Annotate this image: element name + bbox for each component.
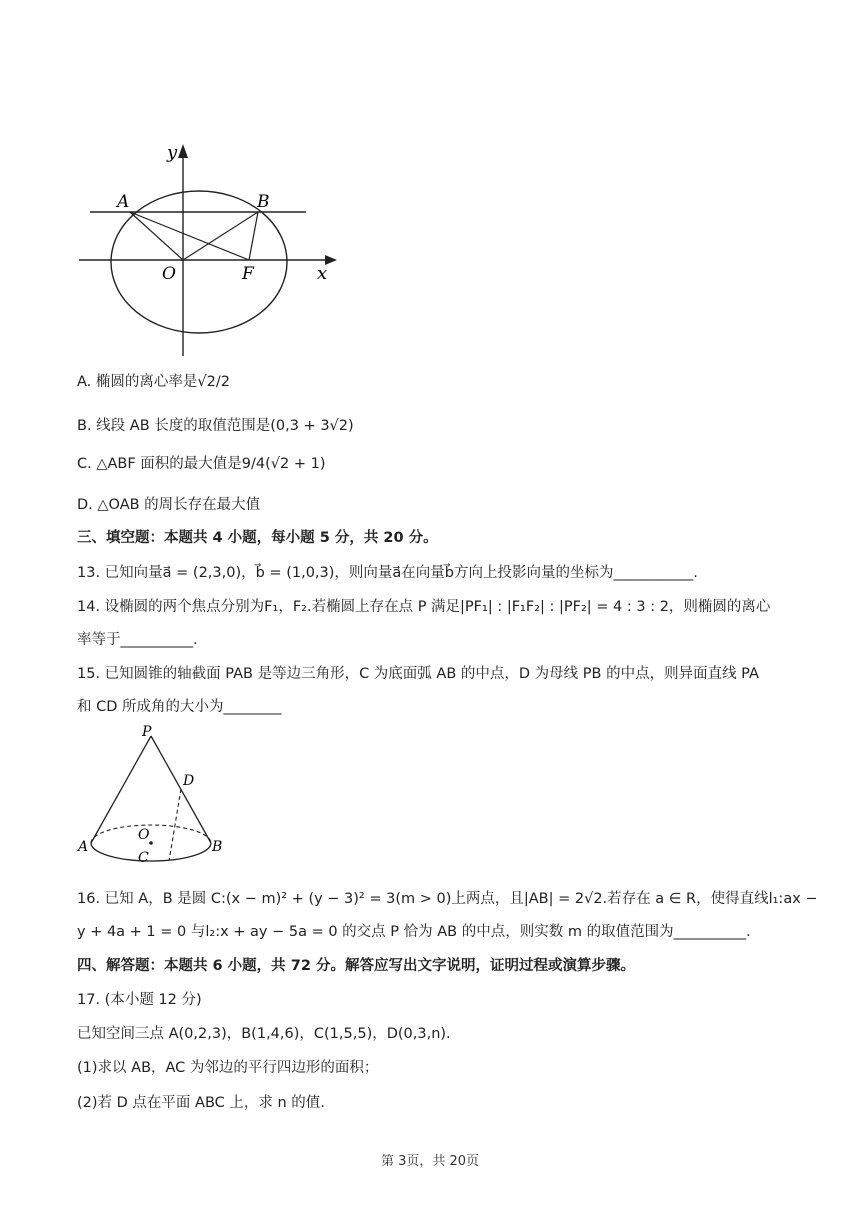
- option-d: D. △OAB 的周长存在最大值: [77, 497, 261, 513]
- question-14-line1: 14. 设椭圆的两个焦点分别为F₁，F₂.若椭圆上存在点 P 满足|PF₁| : |F₁F₂| : |PF₂| = 4 : 3 : 2，则椭圆的离心: [77, 599, 771, 615]
- label-f: F: [242, 264, 254, 284]
- label-o: O: [162, 264, 176, 284]
- ellipse-figure: [75, 138, 340, 360]
- cone-figure: [76, 722, 236, 862]
- question-15-line2: 和 CD 所成角的大小为________: [77, 699, 282, 715]
- option-a: A. 椭圆的离心率是√2/2: [77, 374, 230, 390]
- question-17-part2: (2)若 D 点在平面 ABC 上，求 n 的值.: [77, 1095, 325, 1111]
- label-a: A: [117, 192, 130, 212]
- option-c: C. △ABF 面积的最大值是9/4(√2 + 1): [77, 456, 326, 472]
- label-x: x: [317, 263, 328, 284]
- cone-label-c: C: [138, 850, 149, 862]
- label-y: y: [167, 142, 178, 163]
- question-17-stem: 已知空间三点 A(0,2,3)，B(1,4,6)，C(1,5,5)，D(0,3,n).: [77, 1026, 451, 1042]
- label-b: B: [257, 192, 270, 212]
- question-15-line1: 15. 已知圆锥的轴截面 PAB 是等边三角形，C 为底面弧 AB 的中点，D 为母线 PB 的中点，则异面直线 PA: [77, 666, 759, 682]
- cone-label-d: D: [183, 773, 195, 789]
- section-fill-in-heading: 三、填空题：本题共 4 小题，每小题 5 分，共 20 分。: [77, 530, 438, 546]
- question-17-title: 17. (本小题 12 分): [77, 992, 202, 1008]
- question-16-line1: 16. 已知 A，B 是圆 C:(x − m)² + (y − 3)² = 3(m > 0)上两点，且|AB| = 2√2.若存在 a ∈ R，使得直线l₁:ax −: [77, 891, 818, 907]
- cone-label-p: P: [142, 724, 152, 740]
- question-17-part1: (1)求以 AB，AC 为邻边的平行四边形的面积；: [77, 1060, 379, 1076]
- question-14-line2: 率等于__________.: [77, 632, 198, 648]
- cone-label-b: B: [212, 839, 223, 855]
- cone-label-a: A: [78, 839, 89, 855]
- option-b: B. 线段 AB 长度的取值范围是(0,3 + 3√2): [77, 418, 354, 434]
- section-answer-heading: 四、解答题：本题共 6 小题，共 72 分。解答应写出文字说明，证明过程或演算步骤。: [77, 958, 635, 974]
- page-footer: 第 3页，共 20页: [380, 1154, 480, 1169]
- question-16-line2: y + 4a + 1 = 0 与l₂:x + ay − 5a = 0 的交点 P 恰为 AB 的中点，则实数 m 的取值范围为__________.: [77, 924, 751, 940]
- cone-label-o: O: [138, 827, 150, 843]
- question-13: 13. 已知向量a⃗ = (2,3,0)，b⃗ = (1,0,3)，则向量a⃗在向量b⃗方向上投影向量的坐标为___________.: [77, 565, 698, 581]
